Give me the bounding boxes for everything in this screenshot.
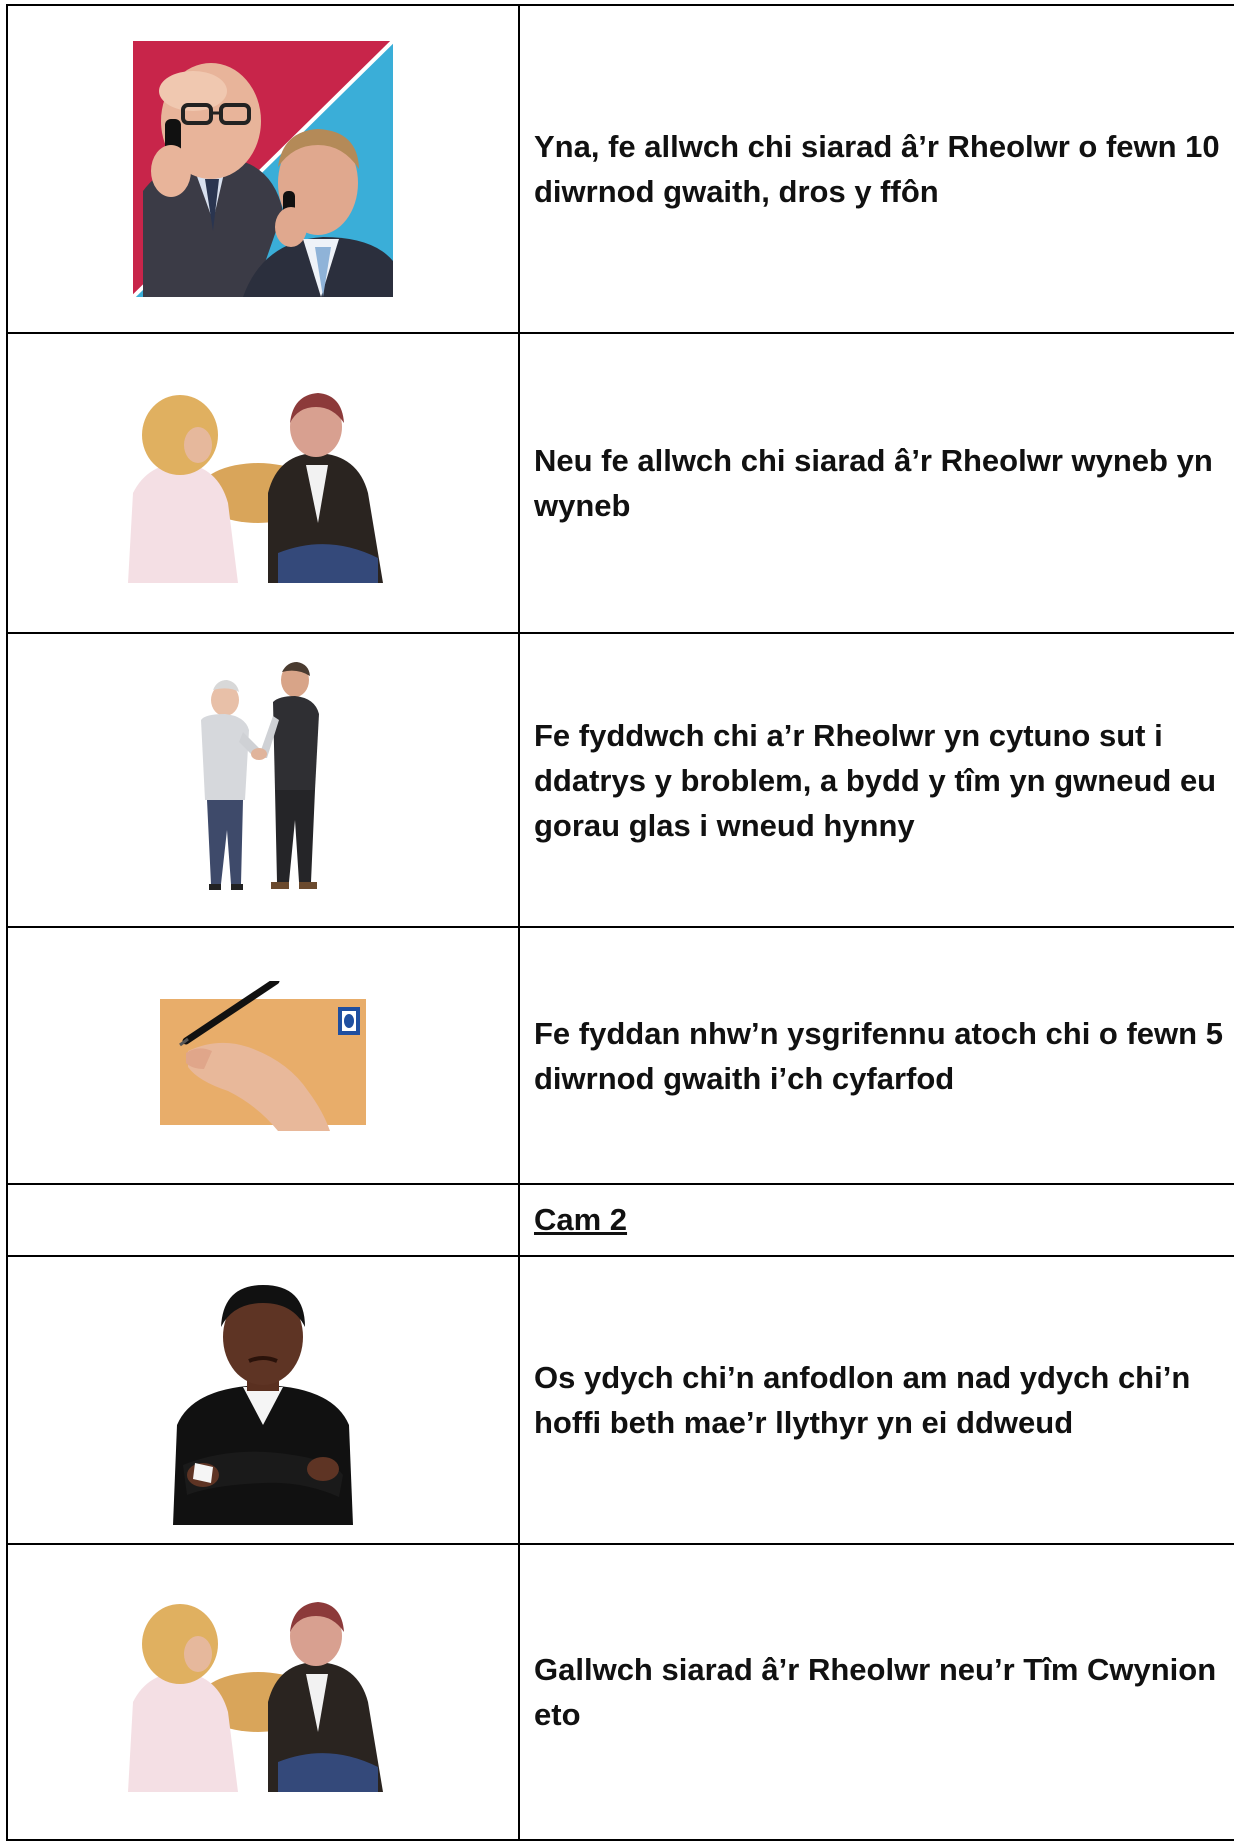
table-row (7, 1256, 1234, 1544)
image-cell (7, 1544, 519, 1840)
easy-read-table (6, 4, 1234, 1841)
row-text: Yna, fe allwch chi siarad â’r Rheolwr o fewn 10 diwrnod gwaith, dros y ffôn (534, 129, 1220, 209)
section-heading: Cam 2 (534, 1202, 628, 1237)
heading-cell (519, 1184, 1234, 1256)
row-text: Fe fyddan nhw’n ysgrifennu atoch chi o fewn 5 diwrnod gwaith i’ch cyfarfod (534, 1015, 1223, 1096)
image-cell (7, 927, 519, 1184)
table-row (7, 1544, 1234, 1840)
row-text: Neu fe allwch chi siarad â’r Rheolwr wyneb yn wyneb (534, 443, 1213, 523)
text-cell (519, 1256, 1234, 1544)
two-people-shaking-hands-illustration (183, 660, 343, 900)
text-cell (519, 1544, 1234, 1840)
row-text: Os ydych chi’n anfodlon am nad ydych chi’n hoffi beth mae’r llythyr yn ei ddweud (534, 1360, 1191, 1440)
two-people-on-phone-illustration (133, 41, 393, 297)
two-people-talking-face-to-face-illustration (121, 1592, 405, 1792)
image-cell (7, 5, 519, 333)
text-cell (519, 927, 1234, 1184)
empty-cell (7, 1184, 519, 1256)
row-text: Gallwch siarad â’r Rheolwr neu’r Tîm Cwynion eto (534, 1652, 1217, 1732)
image-cell (7, 333, 519, 633)
image-cell (7, 633, 519, 927)
unhappy-woman-arms-crossed-illustration (163, 1275, 363, 1525)
two-people-talking-face-to-face-illustration (128, 383, 398, 583)
table-row (7, 1184, 1234, 1256)
text-cell (519, 633, 1234, 927)
table-row (7, 927, 1234, 1184)
hand-writing-letter-illustration (158, 981, 368, 1131)
table-row (7, 5, 1234, 333)
table-row (7, 333, 1234, 633)
row-text: Fe fyddwch chi a’r Rheolwr yn cytuno sut i ddatrys y broblem, a bydd y tîm yn gwneud eu gorau glas i wneud hynny (534, 717, 1217, 843)
table-row (7, 633, 1234, 927)
image-cell (7, 1256, 519, 1544)
text-cell (519, 333, 1234, 633)
text-cell (519, 5, 1234, 333)
